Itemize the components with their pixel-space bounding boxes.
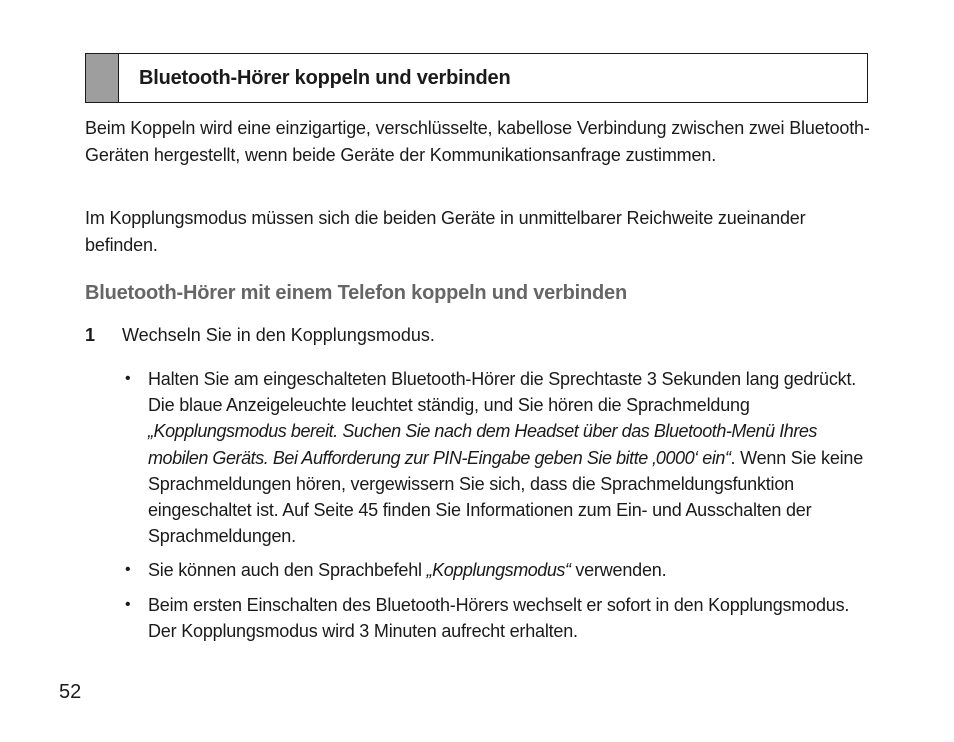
bullet-text: Beim ersten Einschalten des Bluetooth-Hörers wechselt er sofort in den Kopplungsmodus. Der Kopplungsmodus wird 3 Minuten aufrecht erhalten. [148, 594, 850, 641]
bullet-text: Halten Sie am eingeschalteten Bluetooth-Hörer die Sprechtaste 3 Sekunden lang gedrückt. Die blaue Anzeigeleuchte leuchtet ständig, und Sie hören die Sprachmeldung [148, 369, 857, 416]
bullet-item [125, 366, 875, 549]
step-text: Wechseln Sie in den Kopplungsmodus. [122, 325, 435, 345]
bullet-text-after: . Wenn Sie keine Sprachmeldungen hören, vergewissern Sie sich, dass die Sprachmeldungsfunktion eingeschaltet ist. Auf Seite 45 finden Sie Informationen zum Ein- und Ausschalten der Sprachmeldungen. [148, 447, 864, 547]
bullet-italic-text: „Kopplungsmodus bereit. Suchen Sie nach dem Headset über das Bluetooth-Menü Ihres mobilen Geräts. Bei Aufforderung zur PIN-Eingabe geben Sie bitte ‚0000‘ ein“ [148, 421, 817, 468]
step-item [85, 322, 435, 348]
intro-paragraph-2: Im Kopplungsmodus müssen sich die beiden Geräte in unmittelbarer Reichweite zueinander befinden. [85, 208, 806, 255]
page-number: 52 [59, 681, 82, 703]
bullet-item [125, 592, 875, 644]
bullet-list [125, 366, 875, 652]
bullet-dot: • [125, 595, 131, 613]
section-header [85, 53, 868, 103]
bullet-text-after: verwenden. [570, 560, 667, 581]
section-marker [86, 54, 119, 102]
section-title: Bluetooth-Hörer koppeln und verbinden [139, 66, 511, 89]
subheading: Bluetooth-Hörer mit einem Telefon koppeln und verbinden [85, 282, 627, 304]
intro-paragraph-1: Beim Koppeln wird eine einzigartige, verschlüsselte, kabellose Verbindung zwischen zwei Bluetooth-Geräten hergestellt, wenn beide Geräte der Kommunikationsanfrage zustimmen. [85, 118, 870, 165]
bullet-dot: • [125, 561, 131, 579]
bullet-italic-text: „Kopplungsmodus“ [426, 560, 571, 581]
bullet-text: Sie können auch den Sprachbefehl [148, 560, 427, 581]
step-number: 1 [85, 325, 96, 345]
bullet-item [125, 557, 875, 583]
bullet-dot: • [125, 370, 131, 387]
